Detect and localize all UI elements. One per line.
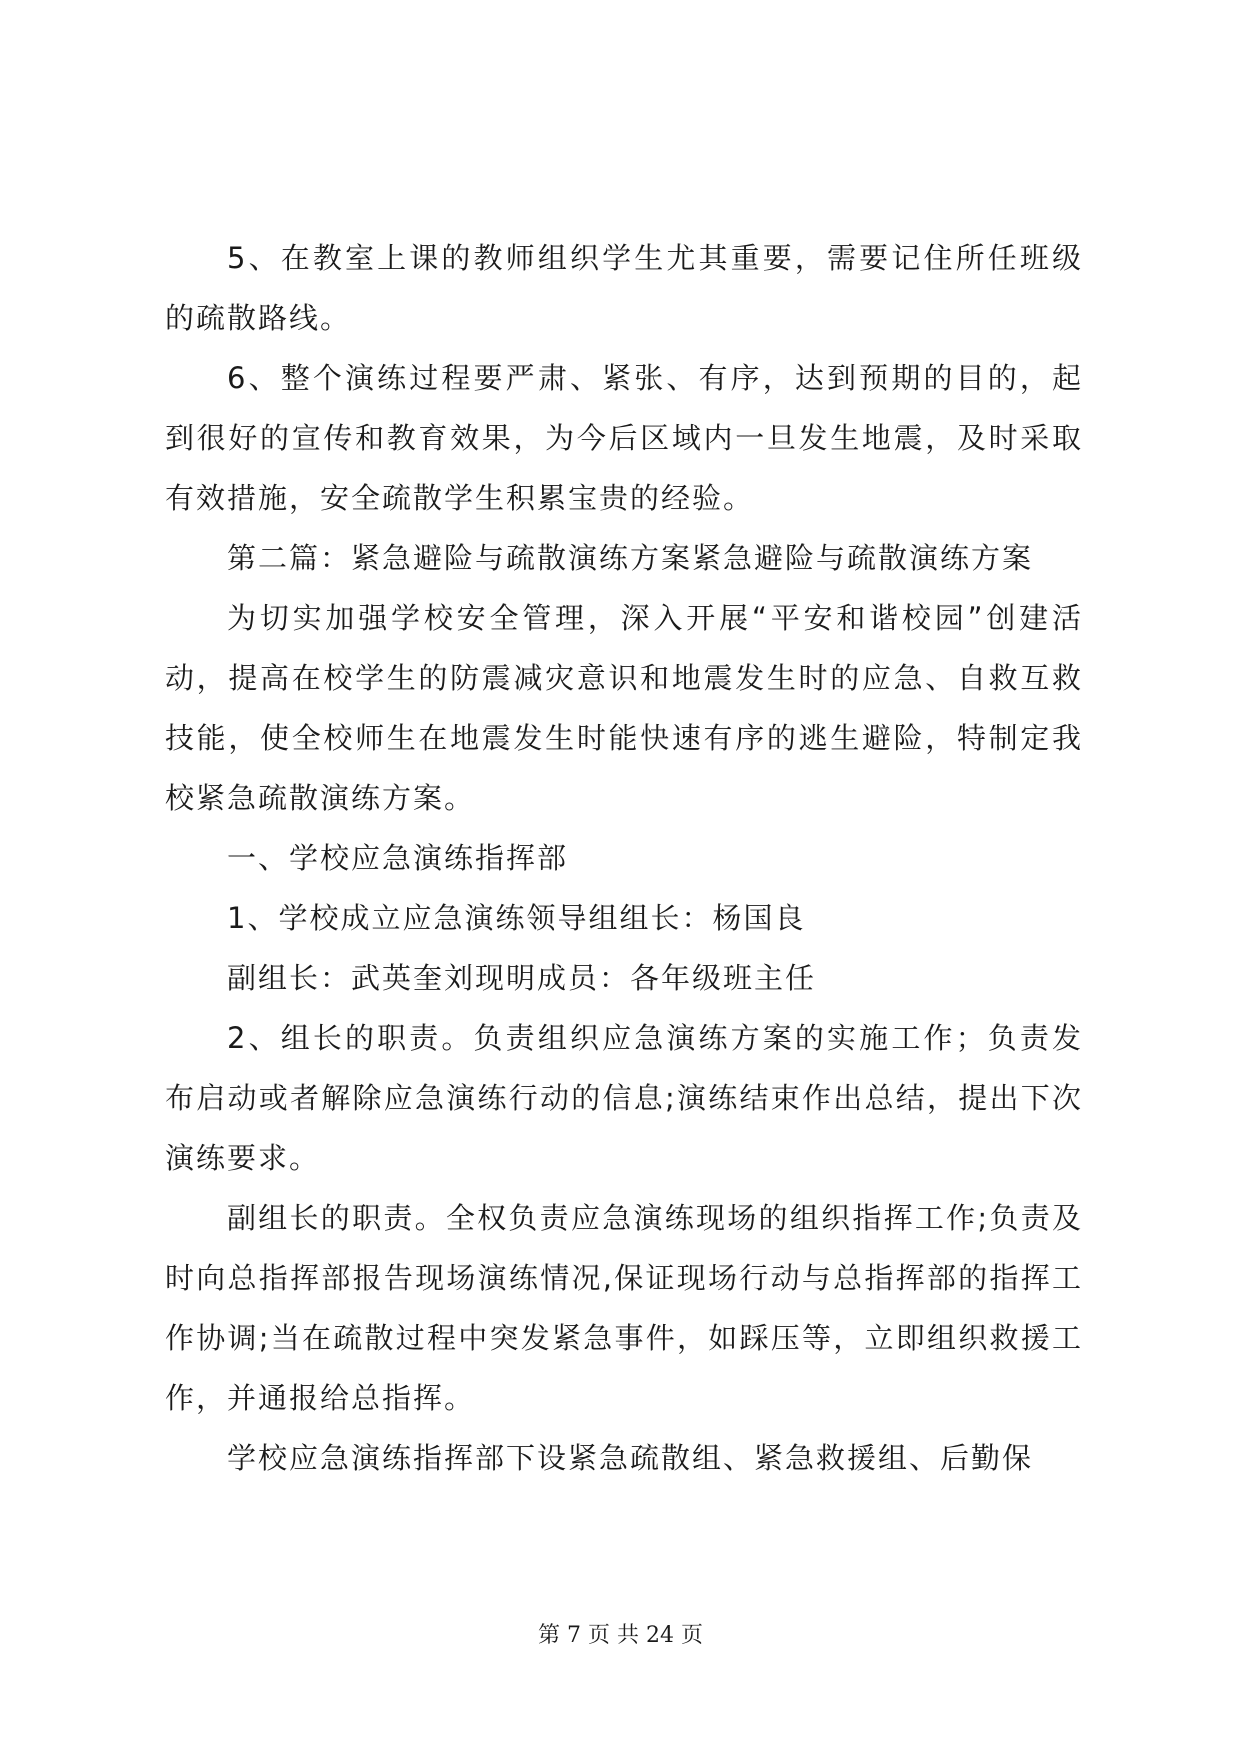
- paragraph-item-6: 6、整个演练过程要严肃、紧张、有序，达到预期的目的，起到很好的宣传和教育效果，为今后区域内一旦发生地震，及时采取有效措施，安全疏散学生积累宝贵的经验。: [165, 361, 1083, 515]
- subgroups-paragraph: 学校应急演练指挥部下设紧急疏散组、紧急救援组、后勤保: [227, 1441, 1034, 1475]
- deputy-duties-paragraph: 副组长的职责。全权负责应急演练现场的组织指挥工作;负责及时向总指挥部报告现场演练情况,保证现场行动与总指挥部的指挥工作协调;当在疏散过程中突发紧急事件，如踩压等，立即组织救援工作，并通报给总指挥。: [165, 1201, 1083, 1415]
- leader-line: 1、学校成立应急演练领导组组长：杨国良: [227, 901, 806, 935]
- document-body: [165, 228, 1083, 1488]
- section-heading-part-two: 第二篇：紧急避险与疏散演练方案紧急避险与疏散演练方案: [227, 541, 1034, 575]
- leader-duties-paragraph: 2、组长的职责。负责组织应急演练方案的实施工作；负责发布启动或者解除应急演练行动的信息;演练结束作出总结，提出下次演练要求。: [165, 1021, 1083, 1175]
- deputy-leader-line: 副组长：武英奎刘现明成员：各年级班主任: [227, 961, 817, 995]
- intro-paragraph: 为切实加强学校安全管理，深入开展“平安和谐校园”创建活动，提高在校学生的防震减灾意识和地震发生时的应急、自救互救技能，使全校师生在地震发生时能快速有序的逃生避险，特制定我校紧急疏散演练方案。: [165, 601, 1083, 815]
- section-heading-command: 一、学校应急演练指挥部: [227, 841, 569, 875]
- paragraph-item-5: 5、在教室上课的教师组织学生尤其重要，需要记住所任班级的疏散路线。: [165, 241, 1083, 335]
- page-number-footer: 第 7 页 共 24 页: [538, 1623, 703, 1648]
